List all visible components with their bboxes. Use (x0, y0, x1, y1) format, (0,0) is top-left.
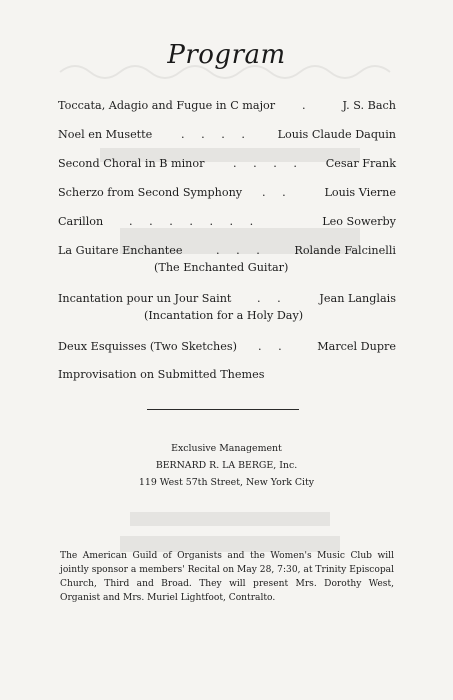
program-list (58, 98, 396, 382)
dot-leader: . . (257, 292, 281, 305)
dot-leader: . . (262, 186, 286, 199)
dot-leader: . . . . . . . (129, 215, 254, 228)
management-firm: BERNARD R. LA BERGE, Inc. (155, 460, 298, 471)
piece-title: Deux Esquisses (Two Sketches) (58, 340, 237, 353)
composer-name: J. S. Bach (342, 99, 396, 112)
composer-name: Louis Claude Daquin (277, 128, 396, 141)
piece-title: Incantation pour un Jour Saint (58, 292, 232, 305)
program-item (58, 243, 396, 258)
piece-title: Carillon (58, 215, 104, 228)
program-item (58, 367, 396, 382)
composer-name: Leo Sowerby (322, 215, 396, 228)
program-item (58, 98, 396, 113)
piece-title: Noel en Musette (58, 128, 153, 141)
composer-name: Jean Langlais (319, 292, 396, 305)
composer-name: Rolande Falcinelli (294, 244, 396, 257)
composer-name: Louis Vierne (324, 186, 396, 199)
piece-title: Second Choral in B minor (58, 157, 205, 170)
management-address: 119 West 57th Street, New York City (138, 477, 315, 488)
dot-leader: . . . . (181, 128, 245, 141)
program-item (58, 185, 396, 200)
piece-title: La Guitare Enchantee (58, 244, 183, 257)
program-item (58, 291, 396, 306)
piece-translation: (The Enchanted Guitar) (154, 261, 289, 274)
program-item (58, 156, 396, 171)
program-item (58, 214, 396, 229)
dot-leader: . (302, 99, 306, 112)
page-title: Program (167, 40, 286, 70)
dot-leader: . . . (216, 244, 260, 257)
composer-name: Marcel Dupre (317, 340, 396, 353)
dot-leader: . . (258, 340, 282, 353)
composer-name: Cesar Frank (325, 157, 396, 170)
management-label: Exclusive Management (171, 443, 282, 454)
program-item (58, 339, 396, 354)
piece-title: Improvisation on Submitted Themes (58, 368, 265, 381)
section-divider (147, 409, 299, 410)
dot-leader: . . . . (233, 157, 297, 170)
piece-title: Toccata, Adagio and Fugue in C major (58, 99, 276, 112)
recital-notice: The American Guild of Organists and the Women's Music Club will jointly sponsor a members' Recital on May 28, 7:30, at Trinity Episcopal Church, Third and Broad. They will present Mrs. Dorothy West, Organist and Mrs. Muriel Lightfoot, Contralto. (60, 551, 394, 603)
piece-title: Scherzo from Second Symphony (58, 186, 243, 199)
program-item (58, 127, 396, 142)
piece-translation: (Incantation for a Holy Day) (144, 309, 304, 322)
